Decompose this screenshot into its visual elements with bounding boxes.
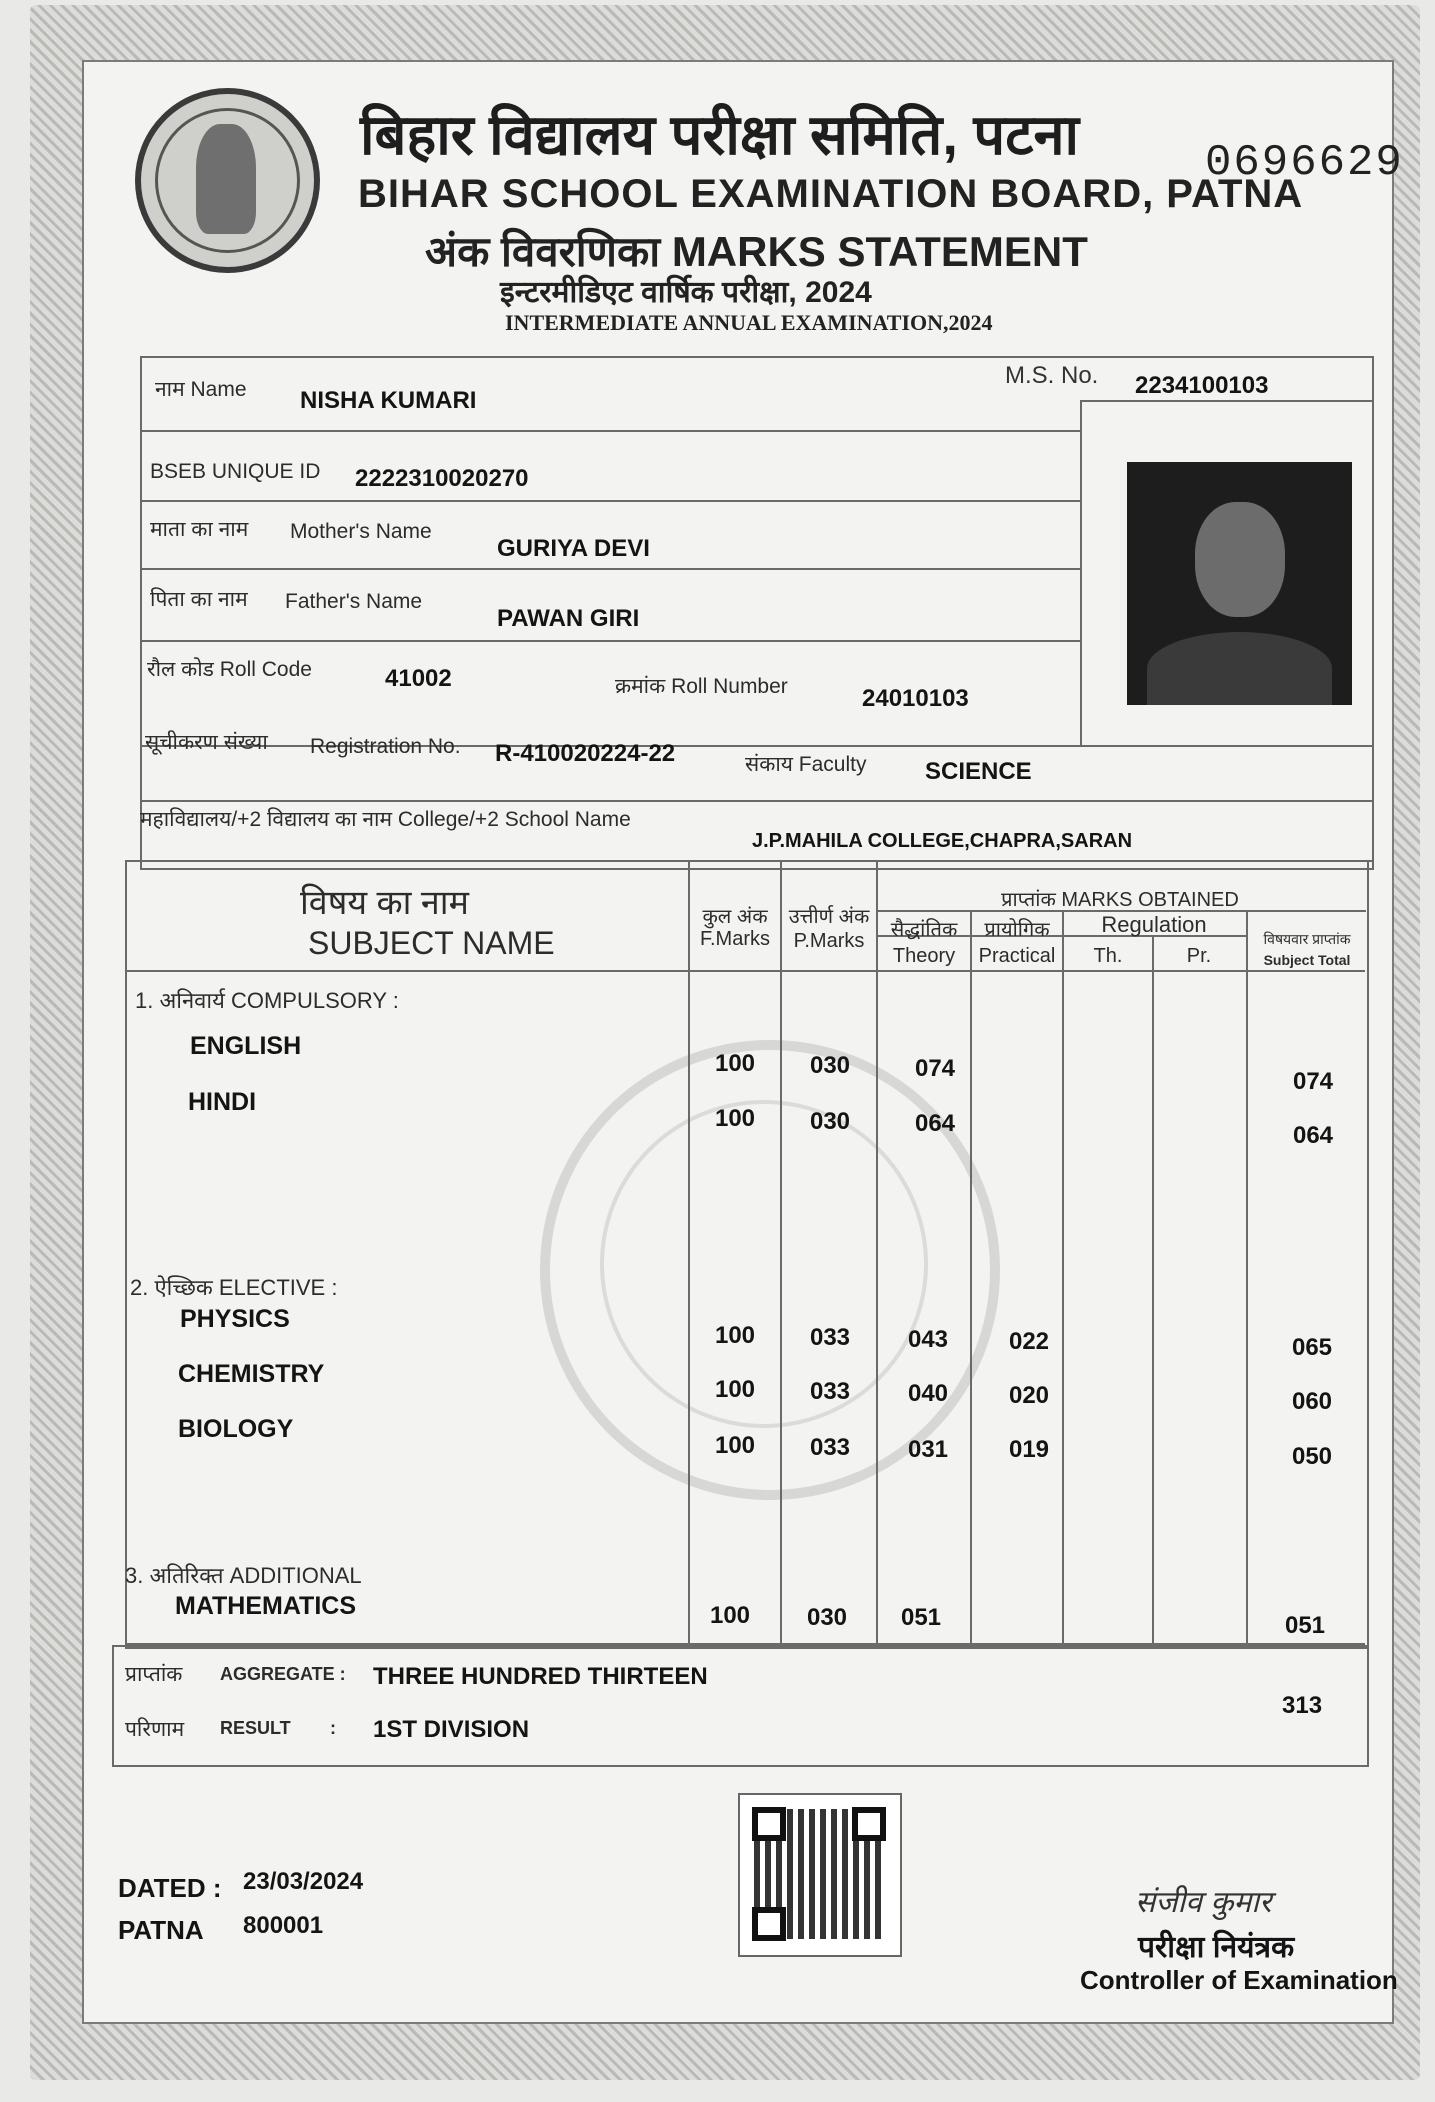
uid-label: BSEB UNIQUE ID <box>150 460 321 483</box>
subject-total: 074 <box>1292 1068 1334 1095</box>
full-marks: 100 <box>709 1602 751 1629</box>
section-elective: 2. ऐच्छिक ELECTIVE : <box>130 1275 338 1300</box>
theory-marks: 064 <box>914 1110 956 1137</box>
section-compulsory: 1. अनिवार्य COMPULSORY : <box>135 988 399 1013</box>
theory-marks: 043 <box>907 1326 949 1353</box>
exam-name-hindi: इन्टरमीडिएट वार्षिक परीक्षा, 2024 <box>500 276 872 309</box>
faculty-value: SCIENCE <box>925 758 1032 785</box>
pass-marks: 030 <box>809 1052 851 1079</box>
subject-total-header-hindi: विषयवार प्राप्तांक <box>1263 931 1351 947</box>
pass-marks: 033 <box>809 1378 851 1405</box>
full-marks: 100 <box>714 1432 756 1459</box>
subject-total: 064 <box>1292 1122 1334 1149</box>
practical-marks: 020 <box>1008 1382 1050 1409</box>
theory-header-hindi: सैद्धांतिक <box>890 919 958 941</box>
roll-code-value: 41002 <box>385 665 452 692</box>
mother-name: GURIYA DEVI <box>497 535 650 562</box>
subject-name: ENGLISH <box>190 1032 302 1060</box>
theory-marks: 031 <box>907 1436 949 1463</box>
board-seal <box>135 88 320 273</box>
pass-marks: 030 <box>806 1604 848 1631</box>
registration-value: R-410020224-22 <box>495 740 676 767</box>
uid-value: 2222310020270 <box>355 465 529 492</box>
father-name: PAWAN GIRI <box>497 605 640 632</box>
regulation-practical-header: Pr. <box>1186 945 1212 967</box>
subject-name: CHEMISTRY <box>178 1360 325 1388</box>
registration-label-hindi: सूचीकरण संख्या <box>145 731 268 754</box>
serial-number: 0696629 <box>1205 138 1404 188</box>
aggregate-label-hindi: प्राप्तांक <box>125 1663 183 1686</box>
theory-header: Theory <box>892 945 956 967</box>
aggregate-words: THREE HUNDRED THIRTEEN <box>373 1663 708 1690</box>
full-marks-header-hindi: कुल अंक <box>702 906 768 928</box>
theory-marks: 051 <box>900 1604 942 1631</box>
practical-marks: 019 <box>1008 1436 1050 1463</box>
result-label: RESULT <box>220 1718 291 1738</box>
regulation-header: Regulation <box>1101 912 1207 937</box>
board-name-hindi: बिहार विद्यालय परीक्षा समिति, पटना <box>360 103 1080 166</box>
marks-obtained-header: प्राप्तांक MARKS OBTAINED <box>1001 889 1239 911</box>
result-value: 1ST DIVISION <box>373 1716 530 1743</box>
place: PATNA <box>118 1915 204 1945</box>
pass-marks: 033 <box>809 1434 851 1461</box>
full-marks: 100 <box>714 1050 756 1077</box>
full-marks: 100 <box>714 1105 756 1132</box>
pin-code: 800001 <box>243 1912 324 1939</box>
ms-no-value: 2234100103 <box>1135 372 1269 399</box>
board-name-english: BIHAR SCHOOL EXAMINATION BOARD, PATNA <box>358 172 1304 216</box>
roll-number-label: क्रमांक Roll Number <box>615 675 788 698</box>
subject-total: 051 <box>1284 1612 1326 1639</box>
pass-marks-header: P.Marks <box>793 930 865 952</box>
exam-name-english: INTERMEDIATE ANNUAL EXAMINATION,2024 <box>505 310 993 335</box>
practical-marks: 022 <box>1008 1328 1050 1355</box>
practical-header: Practical <box>978 945 1056 967</box>
theory-marks: 040 <box>907 1380 949 1407</box>
father-label-hindi: पिता का नाम <box>150 588 248 611</box>
full-marks: 100 <box>714 1322 756 1349</box>
roll-code-label: रौल कोड Roll Code <box>147 658 312 681</box>
subject-total: 060 <box>1291 1388 1333 1415</box>
ms-no-label: M.S. No. <box>1005 362 1099 389</box>
subject-total: 065 <box>1291 1334 1333 1361</box>
pass-marks: 030 <box>809 1108 851 1135</box>
result-colon: : <box>330 1718 336 1738</box>
pass-marks: 033 <box>809 1324 851 1351</box>
controller-signature: संजीव कुमार <box>1135 1886 1272 1919</box>
statement-title: अंक विवरणिका MARKS STATEMENT <box>425 228 1088 275</box>
college-name: J.P.MAHILA COLLEGE,CHAPRA,SARAN <box>752 830 1133 852</box>
subject-name: HINDI <box>188 1088 257 1116</box>
mother-label-hindi: माता का नाम <box>150 518 249 541</box>
aggregate-label: AGGREGATE : <box>220 1664 346 1684</box>
dated-value: 23/03/2024 <box>243 1868 364 1895</box>
roll-number-value: 24010103 <box>862 685 969 712</box>
mother-label: Mother's Name <box>290 520 432 543</box>
pass-marks-header-hindi: उत्तीर्ण अंक <box>788 906 870 928</box>
subject-header-hindi: विषय का नाम <box>300 884 469 922</box>
regulation-theory-header: Th. <box>1093 945 1123 967</box>
qr-code <box>738 1793 902 1957</box>
controller-title: Controller of Examination <box>1080 1965 1398 1995</box>
result-label-hindi: परिणाम <box>125 1718 185 1741</box>
faculty-label: संकाय Faculty <box>745 753 867 776</box>
practical-header-hindi: प्रायोगिक <box>984 919 1050 941</box>
theory-marks: 074 <box>914 1055 956 1082</box>
subject-name: BIOLOGY <box>178 1415 294 1443</box>
dated-label: DATED : <box>118 1873 222 1903</box>
subject-total: 050 <box>1291 1443 1333 1470</box>
father-label: Father's Name <box>285 590 423 613</box>
college-label: महाविद्यालय/+2 विद्यालय का नाम College/+2 School Name <box>140 808 631 831</box>
full-marks: 100 <box>714 1376 756 1403</box>
registration-label: Registration No. <box>310 735 461 758</box>
subject-name: MATHEMATICS <box>175 1592 356 1620</box>
aggregate-value: 313 <box>1282 1692 1323 1719</box>
subject-header: SUBJECT NAME <box>308 925 555 961</box>
controller-title-hindi: परीक्षा नियंत्रक <box>1138 1931 1295 1964</box>
section-additional: 3. अतिरिक्त ADDITIONAL <box>125 1563 362 1588</box>
subject-total-header: Subject Total <box>1263 952 1351 968</box>
full-marks-header: F.Marks <box>700 928 770 950</box>
student-name: NISHA KUMARI <box>300 387 477 414</box>
name-label: नाम Name <box>155 378 247 401</box>
subject-name: PHYSICS <box>180 1305 290 1333</box>
marks-table <box>125 860 1369 1649</box>
student-photo <box>1127 462 1352 705</box>
